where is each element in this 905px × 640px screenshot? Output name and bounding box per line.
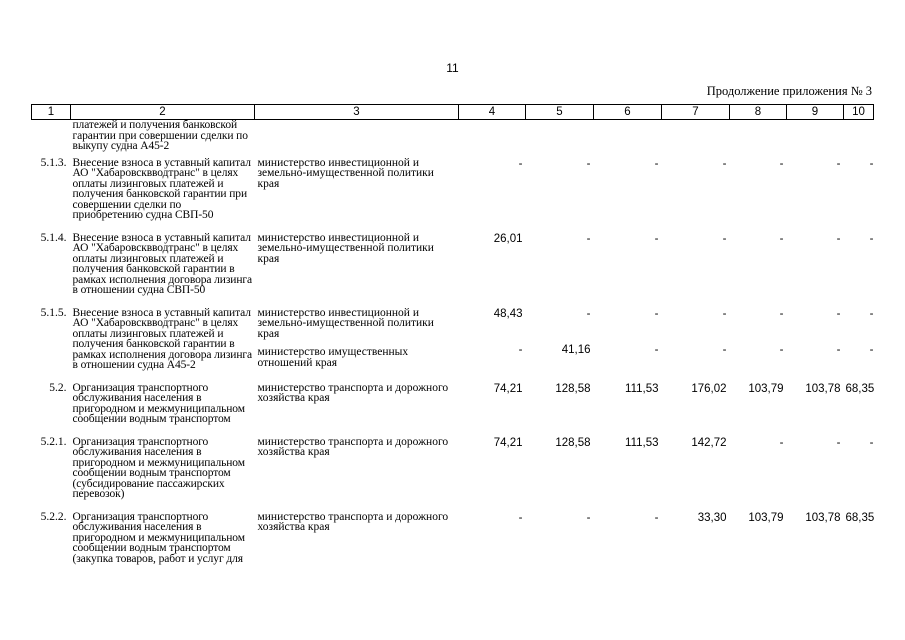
row-number: 5.1.5. [40,306,67,319]
value-cell [662,120,730,156]
executor: министерство инвестиционной и земельно-имущественной политики края [257,231,434,265]
value-secondary: - [722,343,727,356]
row-number: 5.2. [49,381,67,394]
value-cell: 176,02 [691,382,727,395]
value-cell: - [518,157,523,170]
value-primary: 48,43 [493,307,523,320]
table-row [32,381,874,435]
page-number: 11 [446,61,459,75]
value-cell: - [586,232,591,245]
executor: министерство транспорта и дорожного хозяйства края [257,510,449,533]
table-row [32,435,874,510]
value-cell: - [779,436,784,449]
value-cell: - [836,232,841,245]
value-cell: - [586,511,591,524]
value-cell: 68,35 [845,382,875,395]
executor-secondary: министерство имущественных отношений края [257,346,409,369]
program-table [31,104,874,574]
value-primary: - [836,307,841,320]
value-primary: - [586,307,591,320]
row-number [32,120,71,156]
row-number: 5.2.1. [40,435,67,448]
column-header: 9 [787,105,844,120]
value-cell: 128,58 [555,436,591,449]
value-cell: - [779,232,784,245]
value-secondary: - [869,343,874,356]
value-cell: - [722,157,727,170]
value-cell: - [722,232,727,245]
value-cell [844,306,874,381]
row-number: 5.2.2. [40,510,67,523]
table-row [32,156,874,231]
value-primary: - [654,307,659,320]
value-cell [730,120,787,156]
value-cell: - [654,157,659,170]
value-cell [526,120,594,156]
value-cell [459,306,526,381]
value-cell: - [836,157,841,170]
value-cell: 111,53 [625,382,659,395]
value-cell: 103,78 [805,511,841,524]
value-cell: - [869,232,874,245]
executor-primary: министерство инвестиционной и земельно-имущественной политики края [257,306,434,340]
column-header: 3 [255,105,459,120]
value-cell: 103,79 [748,511,784,524]
measure-name: платежей и получения банковской гарантии при совершении сделки по выкупу судна А45-2 [72,119,248,152]
column-header: 2 [71,105,255,120]
column-number-row [32,105,874,120]
row-number: 5.1.3. [40,156,67,169]
value-secondary: - [779,343,784,356]
table-row [32,510,874,575]
value-secondary: - [836,343,841,356]
value-cell [730,306,787,381]
row-number: 5.1.4. [40,231,67,244]
executor [255,306,459,381]
value-cell: - [654,511,659,524]
value-cell [594,120,662,156]
value-cell: 68,35 [845,511,875,524]
column-header: 4 [459,105,526,120]
measure-name: Организация транспортного обслуживания населения в пригородном и межмуниципальном сообщении водным транспортом (субсидирование пассажирских перевозок) [72,435,245,500]
value-cell: - [654,232,659,245]
value-cell: - [586,157,591,170]
value-secondary: - [518,343,523,356]
column-header: 7 [662,105,730,120]
value-cell: 128,58 [555,382,591,395]
executor: министерство инвестиционной и земельно-имущественной политики края [257,156,434,190]
table-row [32,231,874,306]
value-cell: 142,72 [691,436,727,449]
value-cell: - [779,157,784,170]
value-cell [526,306,594,381]
value-cell [594,306,662,381]
measure-name: Организация транспортного обслуживания населения в пригородном и межмуниципальном сообщении водным транспортом (закупка товаров, работ и услуг для [72,510,245,565]
continuation-label: Продолжение приложения № 3 [706,84,872,98]
column-header: 10 [844,105,874,120]
value-cell [459,120,526,156]
value-cell: - [869,436,874,449]
value-cell [787,120,844,156]
executor: министерство транспорта и дорожного хозяйства края [257,435,449,458]
measure-name: Организация транспортного обслуживания населения в пригородном и межмуниципальном сообщении водным транспортом [72,381,245,425]
value-primary: - [779,307,784,320]
value-cell: - [518,511,523,524]
value-primary: - [869,307,874,320]
column-header: 5 [526,105,594,120]
value-cell [787,306,844,381]
value-cell [662,306,730,381]
executor: министерство транспорта и дорожного хозяйства края [257,381,449,404]
value-cell: 26,01 [493,232,523,245]
table-row [32,120,874,156]
value-cell: 74,21 [493,382,523,395]
value-secondary: - [654,343,659,356]
table-row [32,306,874,381]
value-cell: - [869,157,874,170]
value-primary: - [722,307,727,320]
measure-name: Внесение взноса в уставный капитал АО "Хабаровсквводтранс" в целях оплаты лизинговых платежей и получения банковской гарантии в рамках исполнения договора лизинга в отношении судна А45-2 [72,306,253,371]
value-cell: 111,53 [625,436,659,449]
value-secondary: 41,16 [561,343,591,356]
value-cell: 103,79 [748,382,784,395]
measure-name: Внесение взноса в уставный капитал АО "Хабаровсквводтранс" в целях оплаты лизинговых платежей и получения банковской гарантии в рамках исполнения договора лизинга в отношении судна СВП-50 [72,231,253,296]
value-cell: 103,78 [805,382,841,395]
measure-name: Внесение взноса в уставный капитал АО "Хабаровсквводтранс" в целях оплаты лизинговых платежей и получения банковской гарантии при совершении сделки по приобретению судна СВП-50 [72,156,251,221]
column-header: 6 [594,105,662,120]
value-cell: - [836,436,841,449]
value-cell: 33,30 [697,511,727,524]
column-header: 8 [730,105,787,120]
value-cell: 74,21 [493,436,523,449]
column-header: 1 [32,105,71,120]
executor [255,120,459,156]
value-cell [844,120,874,156]
